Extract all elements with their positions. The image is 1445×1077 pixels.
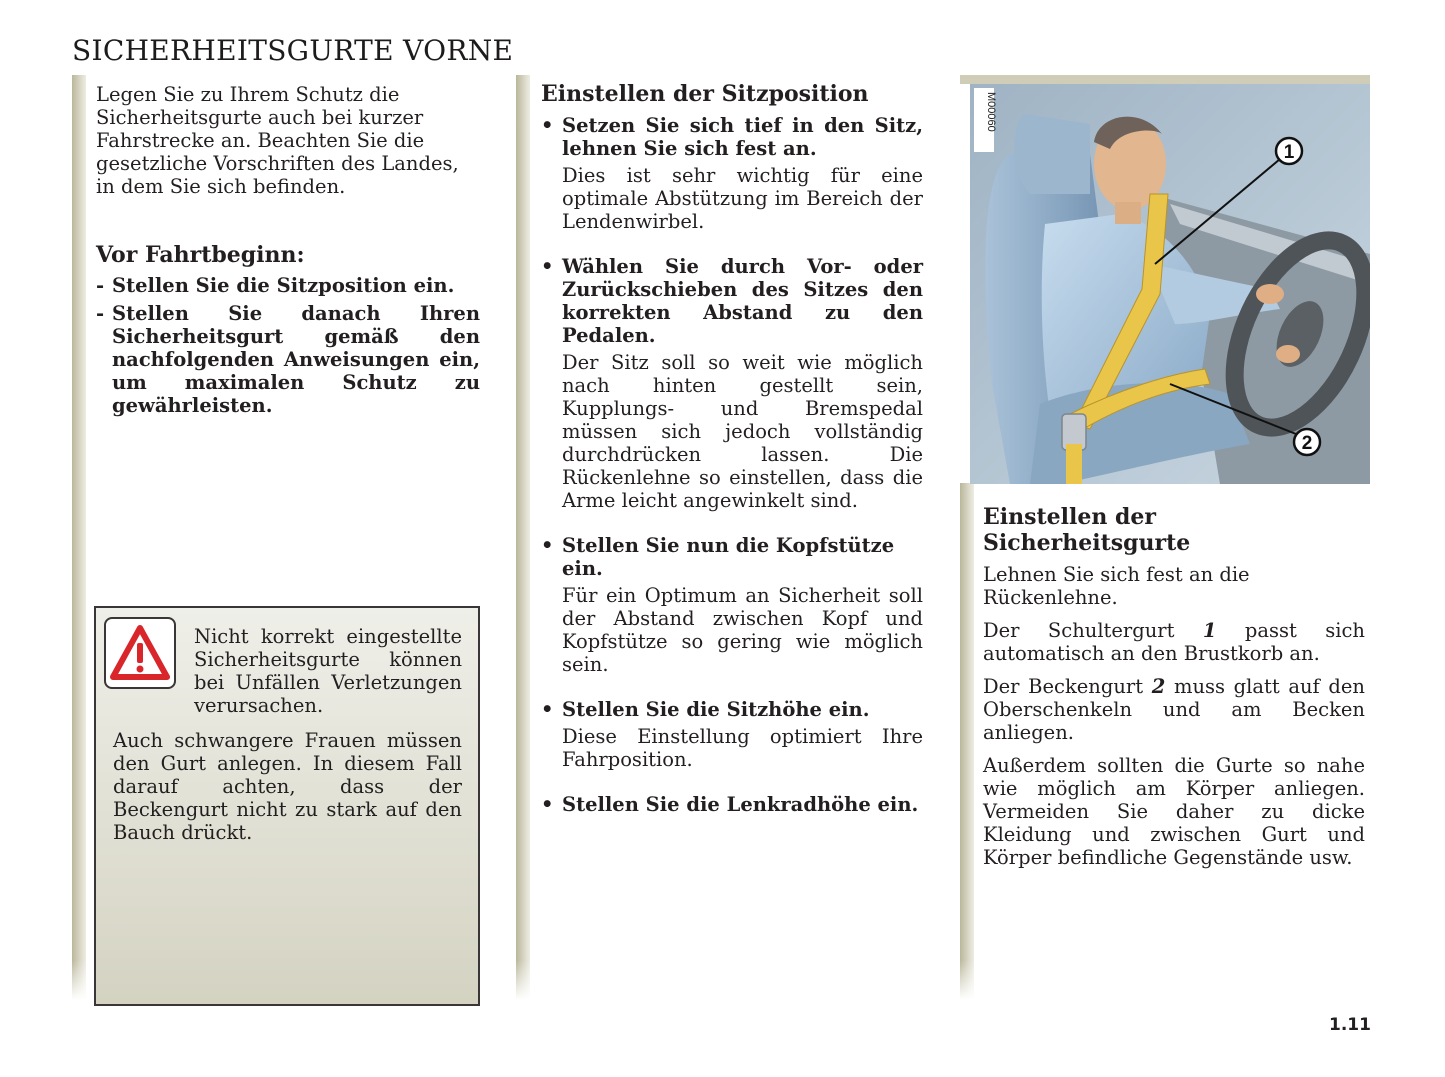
seat-position-heading: Einstellen der Sitzposition [541, 81, 869, 107]
list-item [541, 534, 923, 676]
driver-seatbelt-drawing [970, 84, 1370, 484]
text-run: muss glatt auf den Oberschenkeln und am Becken anliegen. [983, 675, 1365, 744]
column-bar [516, 75, 530, 1000]
bullet-glyph: • [541, 255, 554, 278]
bullet-glyph: • [541, 698, 554, 721]
list-item: - Stellen Sie die Sitzposition ein. [96, 274, 480, 297]
warning-text-primary: Nicht korrekt eingestellte Sicherheitsgurte können bei Unfällen Verletzungen verursachen. [194, 625, 462, 717]
warning-box [94, 606, 480, 1006]
belt-paragraph [983, 619, 1365, 665]
column-seat-position [516, 75, 928, 1000]
text-run: Der Beckengurt [983, 675, 1152, 698]
list-item [541, 698, 923, 771]
callout-ref-1: 1 [1202, 619, 1217, 642]
figure-top-rule [960, 75, 1370, 84]
page-title: SICHERHEITSGURTE VORNE [72, 34, 514, 67]
belt-paragraph: Lehnen Sie sich fest an die Rückenlehne. [983, 563, 1250, 609]
warning-text-secondary: Auch schwangere Frauen müssen den Gurt anlegen. In diesem Fall darauf achten, dass der Beckengurt nicht zu stark auf den Bauch drückt. [113, 729, 462, 844]
list-item [541, 255, 923, 512]
bullet-text: Der Sitz soll so weit wie möglich nach hinten gestellt sein, Kupplungs- und Bremspedal müssen sich jedoch vollständig durchdrücken lassen. Die Rückenlehne so einstellen, dass die Arme leicht angewinkelt sind. [562, 351, 923, 512]
belt-paragraph [983, 675, 1365, 744]
bullet-heading: Stellen Sie die Sitzhöhe ein. [562, 698, 870, 721]
list-item: - Stellen Sie danach Ihren Sicherheitsgurt gemäß den nachfolgenden Anweisungen ein, um maximalen Schutz zu gewährleisten. [96, 302, 480, 417]
before-driving-heading: Vor Fahrtbeginn: [96, 242, 305, 268]
bullet-glyph: • [541, 793, 554, 816]
bullet-text: Dies ist sehr wichtig für eine optimale Abstützung im Bereich der Lendenwirbel. [562, 164, 923, 233]
bullet-heading: Setzen Sie sich tief in den Sitz, lehnen Sie sich fest an. [562, 114, 923, 160]
seatbelt-illustration [970, 84, 1370, 484]
bullet-glyph: • [541, 534, 554, 557]
text-run: passt sich automatisch an den Brustkorb an. [983, 619, 1365, 665]
bullet-text: Diese Einstellung optimiert Ihre Fahrposition. [562, 725, 923, 771]
warning-triangle-icon [104, 617, 176, 689]
callout-ref-2: 2 [1151, 675, 1166, 698]
text-run: Der Schultergurt [983, 619, 1203, 642]
bullet-glyph: • [541, 114, 554, 137]
bullet-heading: Stellen Sie nun die Kopfstütze ein. [562, 534, 895, 580]
bullet-heading: Wählen Sie durch Vor- oder Zurückschieben des Sitzes den korrekten Abstand zu den Pedalen. [562, 255, 923, 347]
callout-2-label: 2 [1301, 433, 1313, 454]
list-item [541, 793, 923, 816]
before-driving-list [96, 274, 480, 417]
belt-adjustment-heading: Einstellen der Sicherheitsgurte [983, 504, 1191, 556]
callout-1-label: 1 [1283, 142, 1295, 163]
page-number: 1.11 [1329, 1015, 1371, 1035]
list-item [541, 114, 923, 233]
column-bar [960, 483, 974, 1000]
bullet-text: Für ein Optimum an Sicherheit soll der Abstand zwischen Kopf und Kopfstütze so gering wie möglich sein. [562, 584, 923, 676]
figure-code: M00060 [985, 92, 997, 132]
belt-paragraph: Außerdem sollten die Gurte so nahe wie möglich am Körper anliegen. Vermeiden Sie daher zu dicke Kleidung und zwischen Gurt und Körper befindliche Gegenstände usw. [983, 754, 1365, 869]
bullet-heading: Stellen Sie die Lenkradhöhe ein. [562, 793, 919, 816]
column-bar [72, 75, 86, 1000]
intro-paragraph: Legen Sie zu Ihrem Schutz die Sicherheitsgurte auch bei kurzer Fahrstrecke an. Beachten Sie die gesetzliche Vorschriften des Landes, in dem Sie sich befinden. [96, 83, 459, 198]
